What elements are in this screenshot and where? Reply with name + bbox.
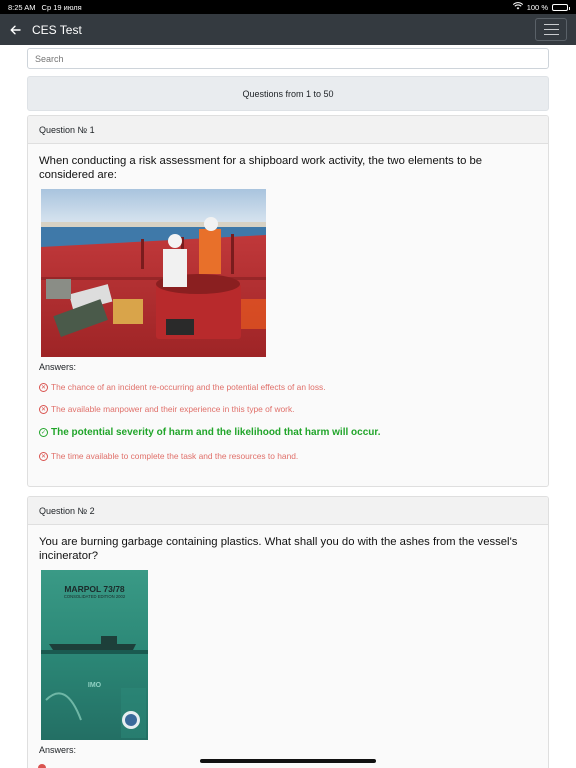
back-button[interactable] [2, 14, 28, 45]
wifi-icon [513, 2, 523, 12]
answer-text: The time available to complete the task and the resources to hand. [51, 451, 299, 461]
question-range-button[interactable] [27, 76, 549, 111]
arrow-left-icon [10, 25, 21, 35]
answer-option [39, 376, 537, 398]
status-bar [0, 0, 576, 14]
answer-option-correct [39, 420, 537, 445]
question-card-1 [27, 115, 549, 487]
x-circle-icon [38, 764, 46, 768]
page-title: CES Test [32, 22, 82, 37]
main-content [27, 48, 549, 111]
answer-text: The chance of an incident re-occurring and the potential effects of an loss. [51, 382, 326, 392]
x-circle-icon: ✕ [40, 384, 47, 391]
status-date: Ср 19 июля [41, 2, 82, 12]
question-header: Question № 2 [28, 497, 548, 525]
book-publisher: IMO [87, 682, 102, 689]
question-range-label: Questions from 1 to 50 [242, 88, 334, 99]
answers-label: Answers: [39, 745, 77, 755]
question-card-2 [27, 496, 549, 768]
answer-option [39, 398, 537, 420]
answers-label: Answers: [39, 362, 77, 372]
question-header: Question № 1 [28, 116, 548, 144]
question-image-ship-deck [41, 189, 266, 357]
question-text: When conducting a risk assessment for a shipboard work activity, the two elements to be considered are: [39, 155, 483, 181]
top-navbar [0, 14, 576, 45]
status-time: 8:25 AM [8, 2, 36, 12]
x-circle-icon: ✕ [40, 406, 47, 413]
answer-option [39, 445, 537, 467]
answers-list [39, 376, 537, 467]
menu-toggle-button[interactable] [535, 18, 567, 41]
hamburger-menu-icon [544, 24, 559, 26]
hamburger-line [544, 29, 559, 31]
book-subtitle: CONSOLIDATED EDITION 2002 [63, 594, 126, 599]
answer-text: The available manpower and their experience in this type of work. [51, 404, 295, 414]
answer-text: The potential severity of harm and the likelihood that harm will occur. [51, 427, 381, 438]
search-input[interactable] [27, 48, 549, 69]
battery-icon [552, 4, 568, 11]
check-circle-icon: ✓ [40, 430, 47, 436]
question-text: You are burning garbage containing plastics. What shall you do with the ashes from the vessel's incinerator? [39, 536, 518, 562]
x-circle-icon: ✕ [40, 453, 47, 460]
hamburger-line [544, 34, 559, 36]
battery-percent: 100 % [526, 2, 548, 12]
home-indicator[interactable] [200, 759, 376, 763]
question-image-marpol-book [41, 570, 148, 740]
book-title: MARPOL 73/78 [64, 584, 125, 594]
